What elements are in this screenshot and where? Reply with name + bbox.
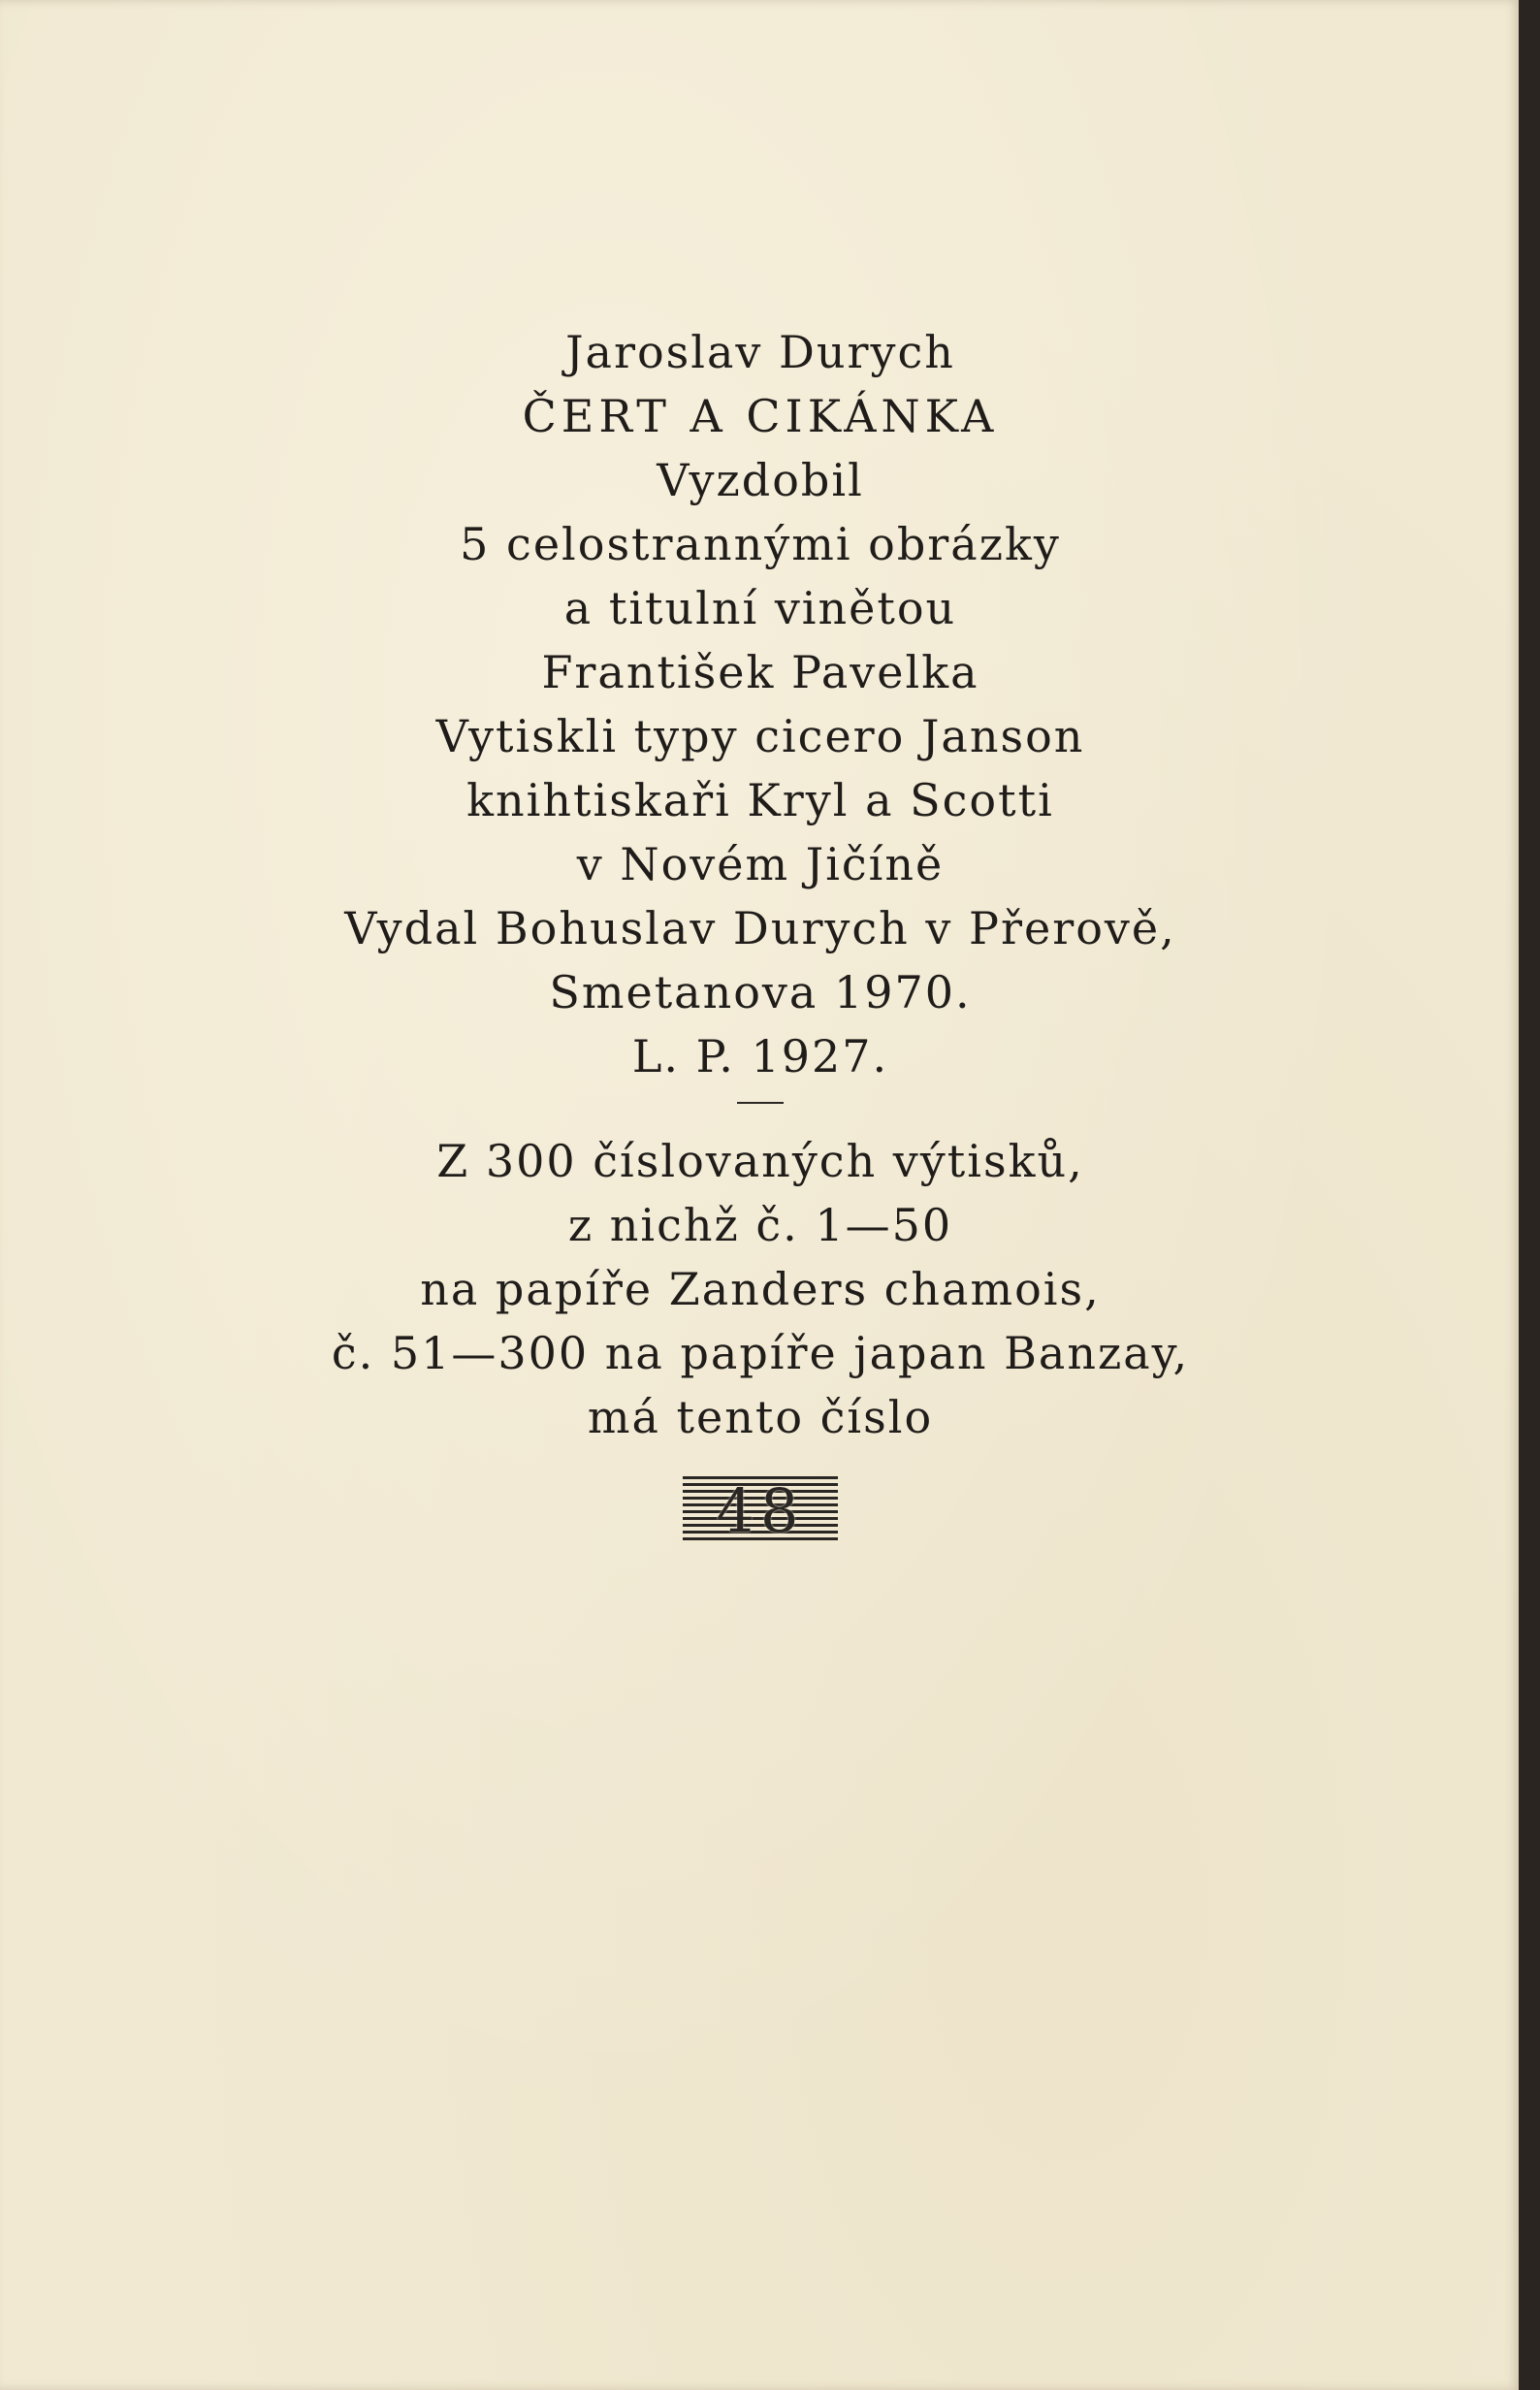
address-line: Smetanova 1970. — [549, 966, 972, 1018]
print-location-line: v Novém Jičíně — [576, 838, 945, 890]
edition-size-line: Z 300 číslovaných výtisků, — [436, 1135, 1084, 1187]
book-title: ČERT A CIKÁNKA — [522, 390, 999, 442]
printers-line: knihtiskaři Kryl a Scotti — [466, 774, 1054, 826]
page-edge-shadow — [1519, 0, 1540, 2390]
divider-rule — [737, 1102, 784, 1104]
paper-zanders-line: na papíře Zanders chamois, — [420, 1263, 1101, 1315]
illustrations-line: 5 celostrannými obrázky — [460, 518, 1061, 570]
copy-number-stamp — [683, 1476, 838, 1544]
paper-japan-line: č. 51—300 na papíře japan Banzay, — [331, 1327, 1190, 1379]
copy-number-label: má tento číslo — [587, 1391, 934, 1443]
illustrator-name: František Pavelka — [541, 646, 979, 698]
author-name: Jaroslav Durych — [565, 326, 955, 378]
typeface-line: Vytiskli typy cicero Janson — [435, 710, 1085, 762]
copy-number: 48 — [716, 1475, 805, 1546]
colophon — [0, 320, 1521, 1544]
edition-range-line: z nichž č. 1—50 — [567, 1199, 953, 1251]
year-line: L. P. 1927. — [631, 1030, 889, 1082]
vignette-line: a titulní vinětou — [563, 582, 957, 634]
illustrated-by-label: Vyzdobil — [657, 454, 864, 506]
publisher-line: Vydal Bohuslav Durych v Přerově, — [344, 902, 1176, 954]
